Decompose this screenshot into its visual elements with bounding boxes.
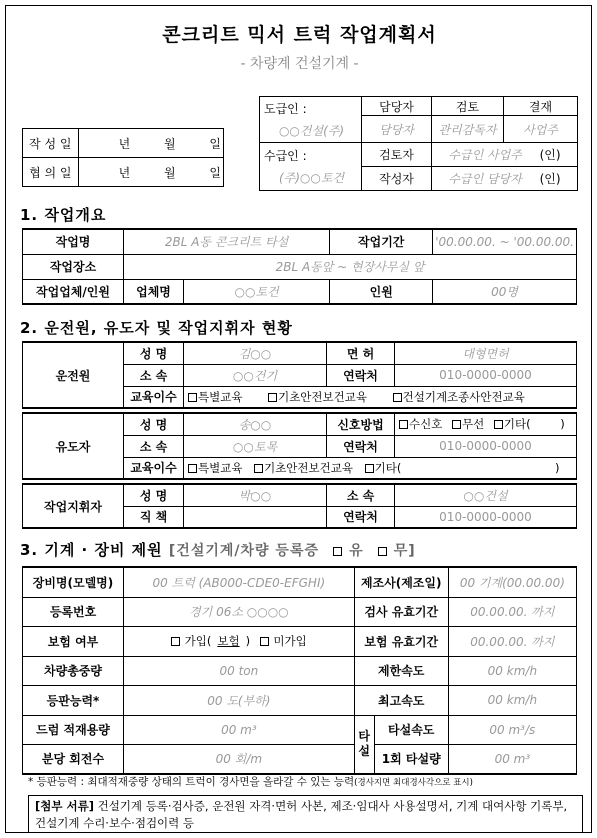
checkbox[interactable]	[260, 637, 269, 646]
checkbox[interactable]	[188, 464, 197, 473]
guide-signal: 수신호 무선 기타( )	[395, 413, 577, 435]
equipment-reg[interactable]: 경기 06소 ○○○○	[124, 597, 355, 626]
inspect-valid[interactable]: 00.00.00. 까지	[448, 597, 576, 626]
max-speed[interactable]: 00 km/h	[448, 685, 576, 715]
supervisor-position[interactable]	[184, 506, 327, 528]
sub-cell: 수급인 : (주)○○토건	[260, 143, 362, 191]
driver-contact[interactable]: 010-0000-0000	[395, 364, 577, 386]
prime-cell: 도급인 : ○○건설(주)	[260, 97, 362, 143]
checkbox[interactable]	[393, 393, 402, 402]
sign-supervisor[interactable]: 관리감독자	[432, 116, 504, 143]
job-name[interactable]: 2BL A동 콘크리트 타설	[124, 229, 330, 254]
climb-note: * 등판능력 : 최대적재중량 상태의 트럭이 경사면을 올라갈 수 있는 능력(경사지면 최대경사각으로 표시)	[28, 776, 473, 788]
equipment-model[interactable]: 00 트럭 (AB000-CDE0-EFGHI)	[124, 567, 355, 597]
checkbox[interactable]	[188, 393, 197, 402]
checkbox[interactable]	[254, 464, 263, 473]
driver-org[interactable]: ○○건기	[184, 364, 327, 386]
company-name[interactable]: ○○토건	[184, 279, 330, 304]
reviewer-value[interactable]: 수급인 사업주 (인)	[432, 143, 578, 167]
pour-once[interactable]: 00 m³	[448, 744, 576, 774]
overview-table: 작업명 2BL A동 콘크리트 타설 작업기간 '00.00.00. ~ '00.00.00. 작업장소 2BL A동앞 ~ 현장사무실 앞 작업업체/인원 업체명 ○○토건 인원 00명	[22, 228, 577, 305]
supervisor-name[interactable]: 박○○	[184, 484, 327, 506]
sign-owner[interactable]: 사업주	[504, 116, 578, 143]
sign-manager[interactable]: 담당자	[362, 116, 432, 143]
attachments-box: [첨부 서류] 건설기계 등록·검사증, 운전원 자격·면허 사본, 제조·임대사 사용설명서, 기계 대여사항 기록부, 건설기계 수리·보수·점검이력 등	[28, 795, 583, 833]
checkbox[interactable]	[171, 637, 180, 646]
driver-license[interactable]: 대형면허	[395, 342, 577, 364]
approval-table	[259, 96, 578, 191]
job-period[interactable]: '00.00.00. ~ '00.00.00.	[433, 229, 577, 254]
equipment-table: 장비명(모델명) 00 트럭 (AB000-CDE0-EFGHI) 제조사(제조일) 00 기계(00.00.00) 등록번호 경기 06소 ○○○○ 검사 유효기간 00.00.00. 까지 보험 여부 가입( 보험 ) 미가입 보험 유효기간 00.00.00. 까지 차량총중량 00 ton 제한속도 00 km/h 등판능력* 00 도(부하) 최고속도 00 km/h 드럼 적재용량 00 m³ 타설 타설속도 00 m³/s 분당 회전수 00 회/m 1회 타설량 00 m³	[22, 566, 577, 775]
supervisor-org[interactable]: ○○건설	[395, 484, 577, 506]
checkbox[interactable]	[452, 420, 461, 429]
supervisor-contact[interactable]: 010-0000-0000	[395, 506, 577, 528]
drum-capacity[interactable]: 00 m³	[124, 715, 355, 744]
checkbox[interactable]	[365, 464, 374, 473]
section2-heading: 2. 운전원, 유도자 및 작업지휘자 현황	[20, 319, 293, 337]
guide-name[interactable]: 송○○	[184, 413, 327, 435]
document-title: 콘크리트 믹서 트럭 작업계획서	[162, 24, 437, 46]
guide-edu: 특별교육 기초안전보건교육 기타( )	[184, 457, 577, 479]
col-approve: 결재	[504, 97, 578, 116]
write-date-value[interactable]: 년 월 일	[78, 129, 223, 158]
col-manager: 담당자	[362, 97, 432, 116]
section3-heading: 3. 기계 · 장비 제원 [건설기계/차량 등록증 유 무]	[20, 541, 416, 559]
drum-rpm[interactable]: 00 회/m	[124, 744, 355, 774]
speed-limit[interactable]: 00 km/h	[448, 656, 576, 685]
checkbox[interactable]	[378, 547, 387, 556]
guide-table: 유도자 성 명 송○○ 신호방법 수신호 무선 기타( ) 소 속 ○○토목 연락처 010-0000-0000 교육이수 특별교육 기초안전보건교육 기타( )	[22, 412, 577, 480]
write-date-label: 작 성 일	[23, 129, 79, 158]
document-subtitle: - 차량계 건설기계 -	[240, 56, 359, 72]
guide-contact[interactable]: 010-0000-0000	[395, 435, 577, 457]
checkbox[interactable]	[399, 420, 408, 429]
col-review: 검토	[432, 97, 504, 116]
insurance-options: 가입( 보험 ) 미가입	[124, 626, 355, 656]
reviewer-label: 검토자	[362, 143, 432, 167]
checkbox[interactable]	[494, 420, 503, 429]
checkbox[interactable]	[268, 393, 277, 402]
people-count[interactable]: 00명	[433, 279, 577, 304]
section1-heading: 1. 작업개요	[20, 206, 107, 224]
driver-edu: 특별교육 기초안전보건교육 건설기계조종사안전교육	[184, 386, 577, 408]
total-weight[interactable]: 00 ton	[124, 656, 355, 685]
guide-org[interactable]: ○○토목	[184, 435, 327, 457]
climb-ability[interactable]: 00 도(부하)	[124, 685, 355, 715]
supervisor-table: 작업지휘자 성 명 박○○ 소 속 ○○건설 직 책 연락처 010-0000-0000	[22, 483, 577, 529]
pour-speed[interactable]: 00 m³/s	[448, 715, 576, 744]
equipment-maker[interactable]: 00 기계(00.00.00)	[448, 567, 576, 597]
driver-table: 운전원 성 명 김○○ 면 허 대형면허 소 속 ○○건기 연락처 010-0000-0000 교육이수 특별교육 기초안전보건교육 건설기계조종사안전교육	[22, 341, 577, 409]
job-place[interactable]: 2BL A동앞 ~ 현장사무실 앞	[124, 254, 577, 279]
checkbox[interactable]	[333, 547, 342, 556]
agree-date-label: 협 의 일	[23, 158, 79, 187]
document-page	[5, 5, 592, 833]
date-table	[22, 128, 224, 187]
writer-label: 작성자	[362, 167, 432, 191]
insurance-valid[interactable]: 00.00.00. 까지	[448, 626, 576, 656]
driver-name[interactable]: 김○○	[184, 342, 327, 364]
agree-date-value[interactable]: 년 월 일	[78, 158, 223, 187]
writer-value[interactable]: 수급인 담당자 (인)	[432, 167, 578, 191]
